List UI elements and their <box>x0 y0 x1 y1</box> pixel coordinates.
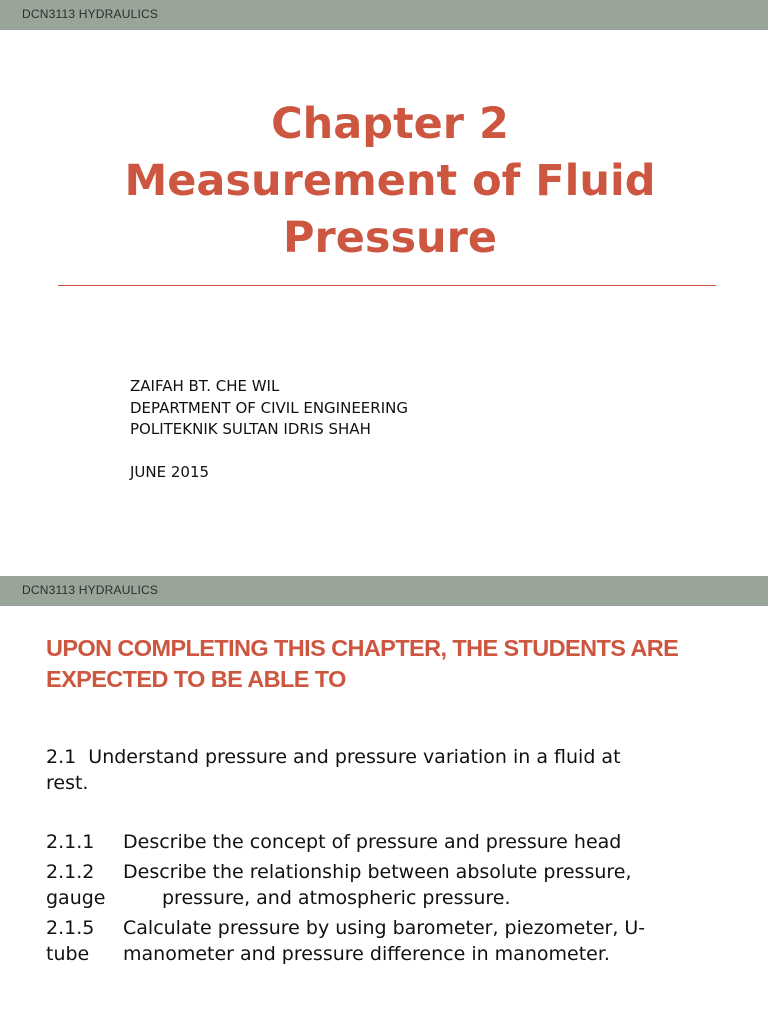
presentation-date: JUNE 2015 <box>130 463 210 481</box>
sub-objective-text: manometer and pressure difference in manometer. <box>123 943 610 965</box>
sub-objective-text: Describe the relationship between absolute pressure, <box>123 861 632 883</box>
sub-objective <box>46 915 726 967</box>
objectives-heading-line: UPON COMPLETING THIS CHAPTER, THE STUDENTS ARE <box>46 635 679 661</box>
author-department: DEPARTMENT OF CIVIL ENGINEERING <box>130 398 408 417</box>
sub-objective-text: Describe the concept of pressure and pressure head <box>123 831 622 853</box>
author-name: ZAIFAH BT. CHE WIL <box>130 377 280 395</box>
sub-objective-number: 2.1.5 <box>46 917 95 939</box>
author-block <box>130 376 408 441</box>
course-code-label: DCN3113 HYDRAULICS <box>22 7 159 21</box>
chapter-title-line: Chapter 2 <box>271 99 509 149</box>
sub-objective-text: Calculate pressure by using barometer, piezometer, U- <box>123 917 646 939</box>
sub-objective-number: 2.1.2 <box>46 861 95 883</box>
sub-objective <box>46 859 726 911</box>
sub-objective-text: pressure, and atmospheric pressure. <box>162 887 511 909</box>
slide-header-bar <box>0 0 768 30</box>
objectives-heading-line: EXPECTED TO BE ABLE TO <box>46 666 346 692</box>
title-divider <box>58 285 716 286</box>
sub-objective-prefix: gauge <box>46 887 106 909</box>
chapter-title-line: Measurement of Fluid <box>124 156 656 206</box>
objectives-slide <box>0 576 768 1024</box>
author-institution: POLITEKNIK SULTAN IDRIS SHAH <box>130 420 371 438</box>
slide-header-bar <box>0 576 768 606</box>
main-objective-line: 2.1 Understand pressure and pressure variation in a fluid at <box>46 746 621 768</box>
sub-objective-prefix: tube <box>46 943 90 965</box>
objectives-heading <box>46 633 746 695</box>
chapter-title-line: Pressure <box>282 213 498 263</box>
sub-objective-number: 2.1.1 <box>46 831 95 853</box>
main-objective-line: rest. <box>46 772 89 794</box>
chapter-title <box>0 96 768 267</box>
course-code-label: DCN3113 HYDRAULICS <box>22 583 159 597</box>
main-objective <box>46 744 726 796</box>
sub-objective <box>46 829 726 855</box>
